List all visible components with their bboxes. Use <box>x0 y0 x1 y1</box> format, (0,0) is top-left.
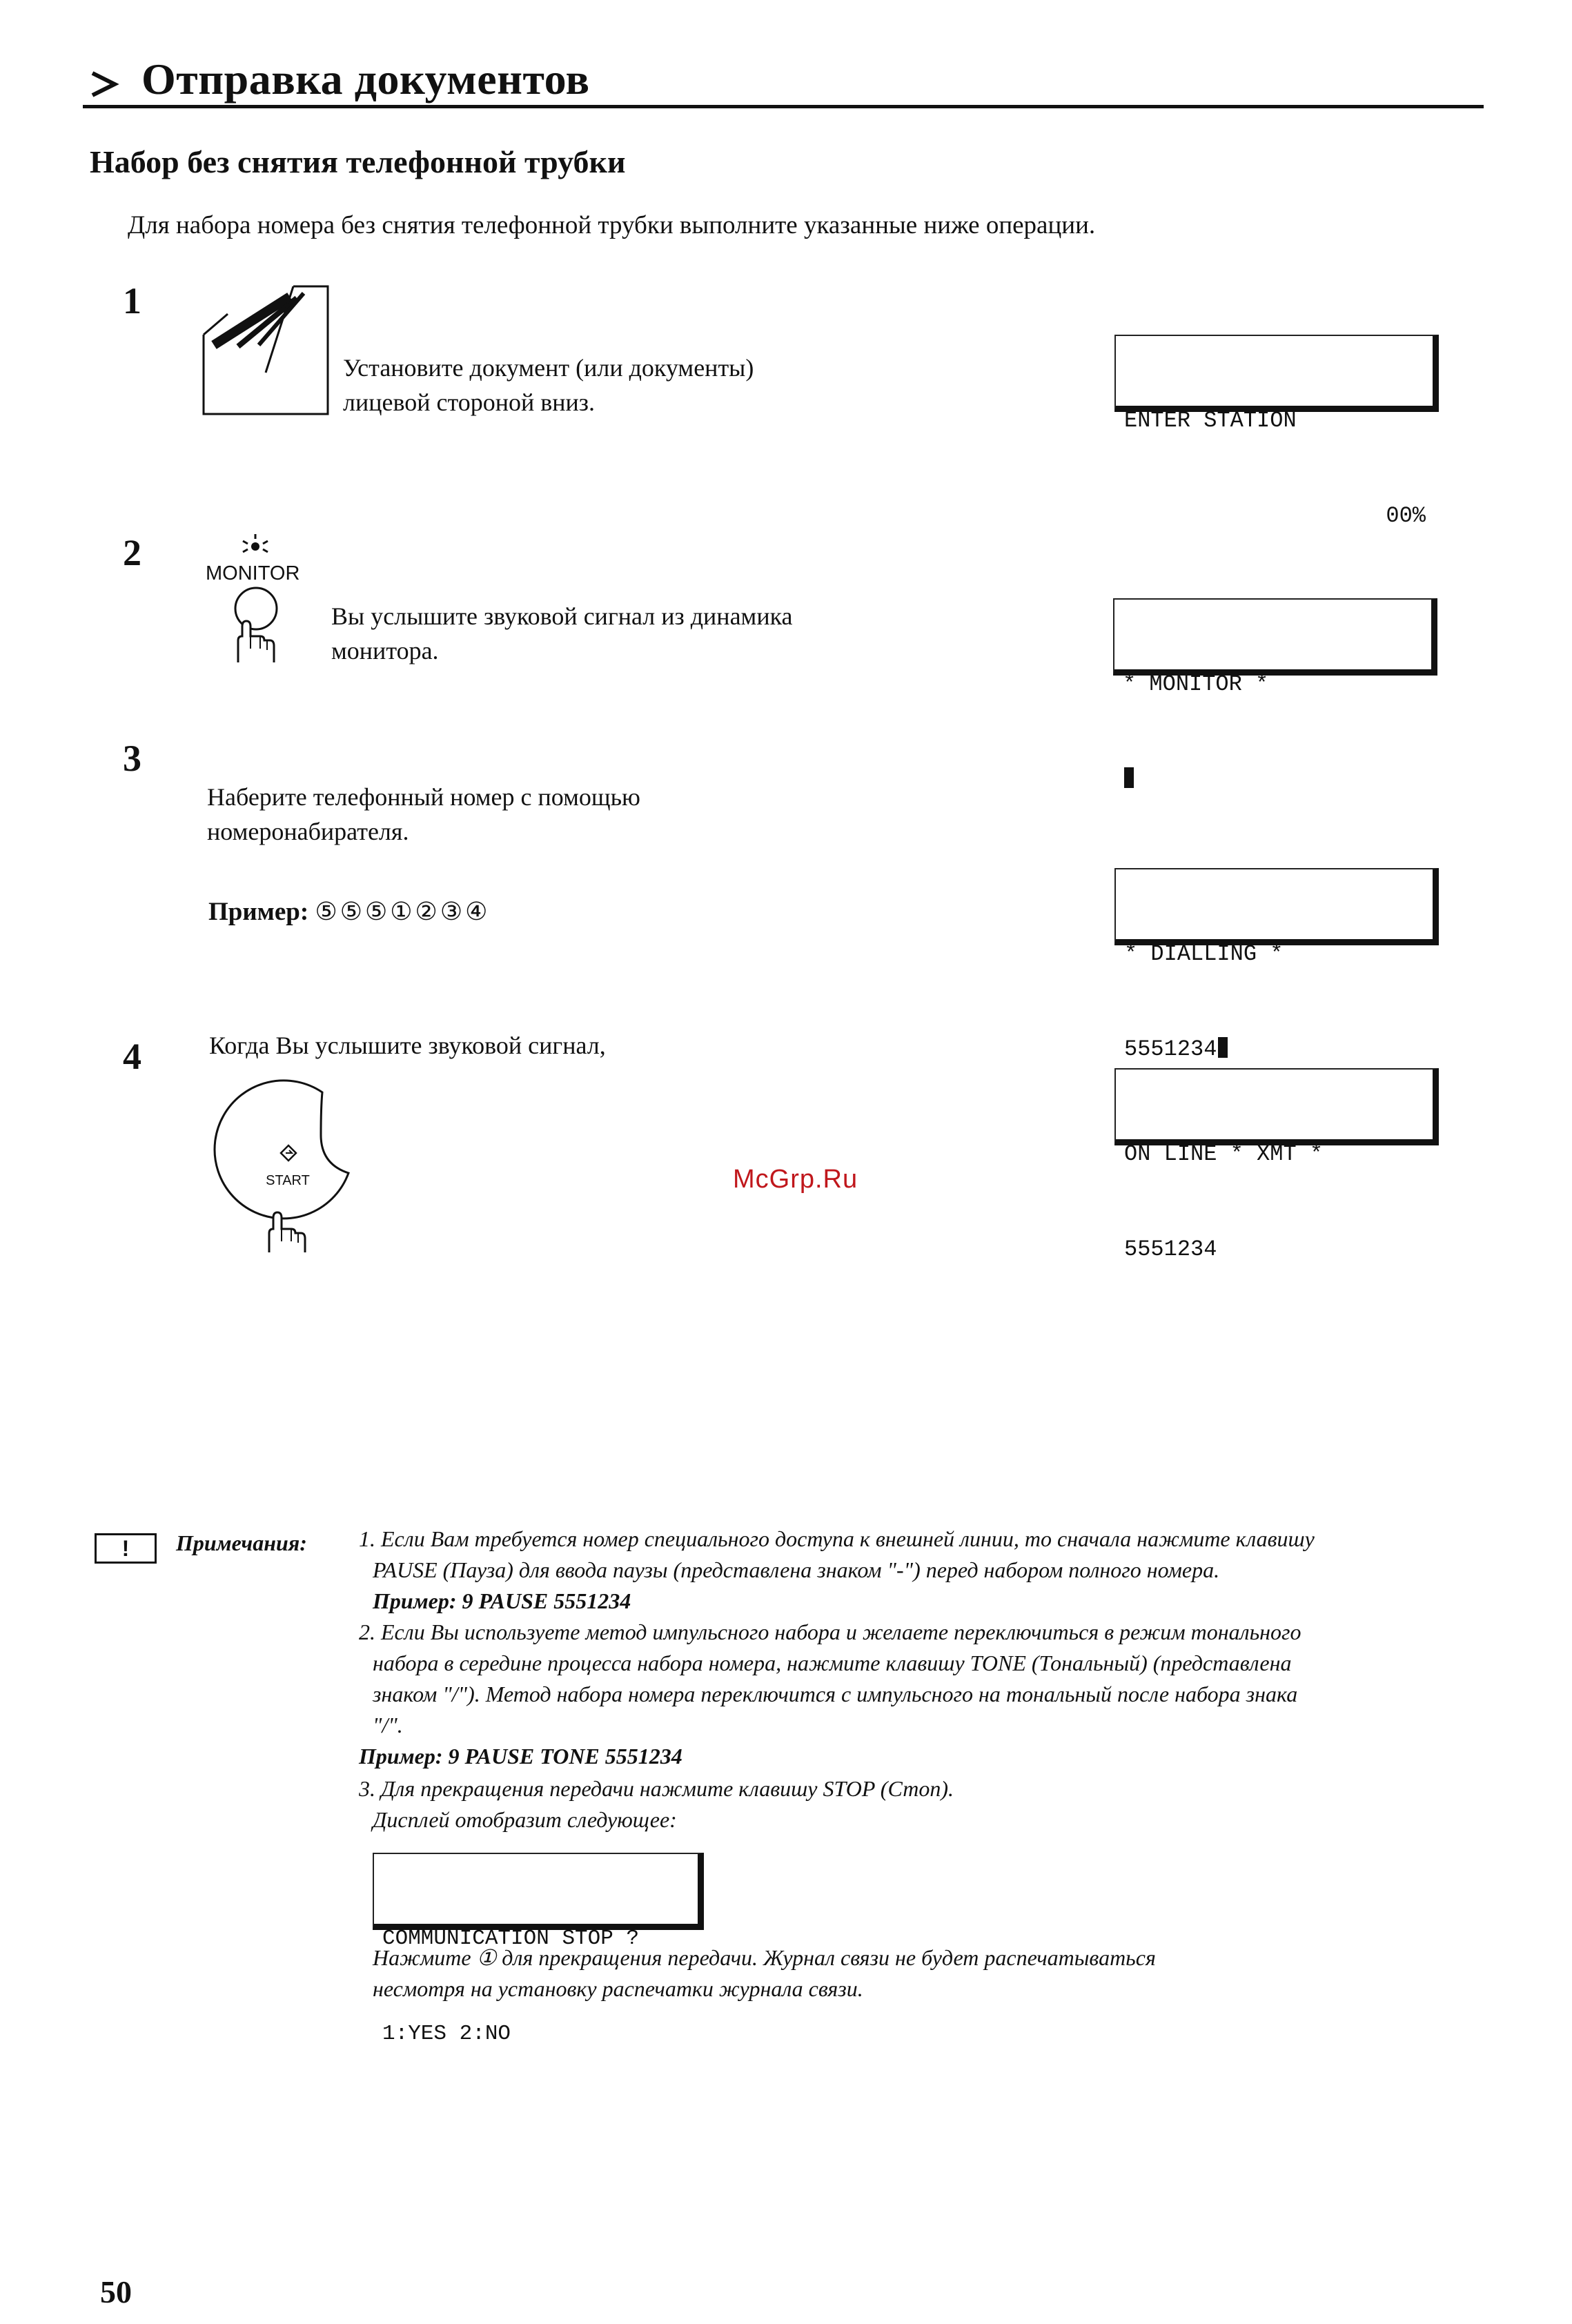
note-3-after-line-1: Нажмите ① для прекращения передачи. Журнал связи не будет распечатываться <box>373 1945 1156 1970</box>
display-line-1: * MONITOR * <box>1123 671 1269 697</box>
monitor-button-icon <box>224 587 286 669</box>
note-1-line-2: PAUSE (Пауза) для ввода паузы (представлена знаком "-") перед набором полного номера. <box>373 1557 1220 1582</box>
step-2-text-line-2: монитора. <box>331 637 439 664</box>
page-number: 50 <box>100 2274 132 2310</box>
title-arrow-icon <box>88 69 119 99</box>
note-2 <box>359 1617 1301 1772</box>
example-label: Пример: <box>208 898 309 926</box>
monitor-light-icon <box>235 533 276 560</box>
step-3-example <box>208 897 490 927</box>
step-number-3: 3 <box>123 738 141 779</box>
step-3-text-line-2: номеронабирателя. <box>207 818 409 845</box>
step-2-text-line-1: Вы услышите звуковой сигнал из динамика <box>331 602 793 630</box>
note-3-line-2: Дисплей отобразит следующее: <box>373 1807 677 1832</box>
step-3-text-line-1: Наберите телефонный номер с помощью <box>207 783 640 811</box>
step-4-text <box>209 1028 606 1063</box>
display-line-1: * DIALLING * <box>1124 941 1284 967</box>
display-line-1: COMMUNICATION STOP ? <box>382 1927 640 1951</box>
display-line-1: ENTER STATION <box>1124 408 1297 433</box>
step-1-text <box>343 351 754 420</box>
notes-alert-box: ! <box>95 1533 157 1564</box>
display-enter-station <box>1114 335 1439 529</box>
note-3-after <box>373 1942 1156 2005</box>
start-button-icon <box>217 1080 362 1266</box>
intro-text: Для набора номера без снятия телефонной трубки выполните указанные ниже операции. <box>128 211 1096 239</box>
note-2-line-4: "/". <box>373 1713 403 1737</box>
step-number-1: 1 <box>123 280 141 322</box>
example-keys: ⑤⑤⑤①②③④ <box>315 898 491 926</box>
step-1-text-line-1: Установите документ (или документы) <box>343 354 754 382</box>
note-3 <box>359 1773 954 1835</box>
display-line-2: 00% <box>1386 503 1426 529</box>
note-2-line-3: знаком "/"). Метод набора номера переключится с импульсного на тональный после набора знака <box>373 1682 1298 1706</box>
note-2-line-1: 2. Если Вы используете метод импульсного набора и желаете переключиться в режим тонального <box>359 1619 1301 1644</box>
display-cursor <box>1218 1037 1228 1058</box>
watermark: McGrp.Ru <box>733 1165 858 1194</box>
note-3-after-line-2: несмотря на установку распечатки журнала связи. <box>373 1976 863 2001</box>
display-dialling <box>1114 868 1439 1062</box>
display-cursor <box>1124 767 1134 788</box>
monitor-button-label: MONITOR <box>206 562 300 584</box>
note-2-example: Пример: 9 PAUSE TONE 5551234 <box>359 1744 682 1769</box>
step-number-2: 2 <box>123 532 141 573</box>
display-line-2: 5551234 <box>1124 1034 1426 1065</box>
display-line-1: ON LINE * XMT * <box>1124 1141 1324 1167</box>
display-line-2 <box>1123 764 1424 796</box>
note-1-example: Пример: 9 PAUSE 5551234 <box>373 1588 631 1613</box>
display-online-xmt <box>1114 1068 1439 1262</box>
title-divider <box>83 105 1484 108</box>
step-4-text-line-1: Когда Вы услышите звуковой сигнал, <box>209 1032 606 1059</box>
display-line-2: 1:YES 2:NO <box>382 2022 511 2046</box>
note-1-line-1: 1. Если Вам требуется номер специального доступа к внешней линии, то сначала нажмите клавишу <box>359 1526 1315 1551</box>
note-1 <box>359 1524 1315 1617</box>
section-subtitle: Набор без снятия телефонной трубки <box>90 144 626 179</box>
step-1-text-line-2: лицевой стороной вниз. <box>343 388 596 416</box>
note-2-line-2: набора в середине процесса набора номера, нажмите клавишу TONE (Тональный) (представлена <box>373 1651 1292 1675</box>
step-2-text <box>331 599 793 668</box>
display-monitor <box>1113 598 1437 697</box>
step-number-4: 4 <box>123 1036 141 1077</box>
display-line-2: 5551234 <box>1124 1237 1217 1262</box>
note-3-line-1: 3. Для прекращения передачи нажмите клавишу STOP (Стоп). <box>359 1776 954 1801</box>
notes-label: Примечания: <box>176 1530 307 1555</box>
page-title: Отправка документов <box>141 55 590 104</box>
document-face-down-icon <box>200 283 331 417</box>
step-3-text <box>207 780 640 849</box>
start-button-label: START <box>266 1173 310 1188</box>
